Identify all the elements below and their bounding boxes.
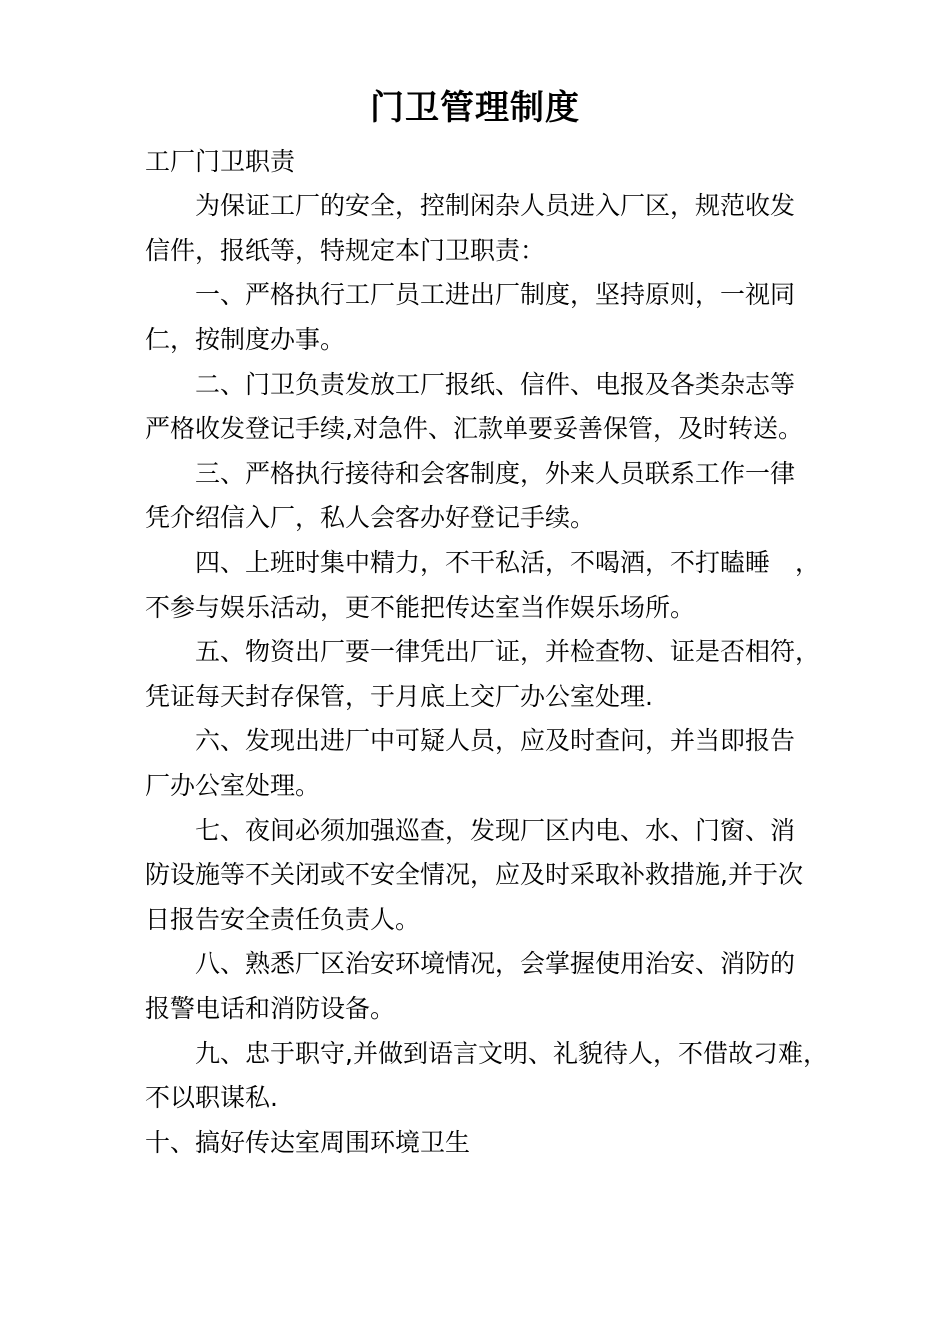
intro-line-1: 为保证工厂的安全，控制闲杂人员进入厂区，规范收发 [195,191,796,220]
item-8-line-1: 八、熟悉厂区治安环境情况，会掌握使用治安、消防的 [195,949,796,978]
item-10-line-1: 十、搞好传达室周围环境卫生 [145,1128,471,1157]
item-9-line-2: 不以职谋私. [145,1083,278,1112]
item-4-line-1: 四、上班时集中精力，不干私活，不喝酒，不打瞌睡 ， [195,548,821,577]
item-7-line-3: 日报告安全责任负责人。 [145,905,421,934]
item-4-line-2: 不参与娱乐活动，更不能把传达室当作娱乐场所。 [145,593,696,622]
item-8-line-2: 报警电话和消防设备。 [145,994,396,1023]
intro-line-2: 信件，报纸等，特规定本门卫职责： [145,236,546,265]
item-5-line-1: 五、物资出厂要一律凭出厂证，并检查物、证是否相符， [195,637,821,666]
document-title: 门卫管理制度 [370,88,580,128]
item-3-line-2: 凭介绍信入厂，私人会客办好登记手续。 [145,503,596,532]
item-2-line-1: 二、门卫负责发放工厂报纸、信件、电报及各类杂志等 [195,370,796,399]
section-heading: 工厂门卫职责 [145,147,296,176]
item-9-line-1: 九、忠于职守,并做到语言文明、礼貌待人，不借故刁难， [195,1039,828,1068]
item-2-line-2: 严格收发登记手续,对急件、汇款单要妥善保管，及时转送。 [145,414,803,443]
item-1-line-2: 仁，按制度办事。 [145,325,346,354]
item-7-line-1: 七、夜间必须加强巡查，发现厂区内电、水、门窗、消 [195,816,796,845]
item-1-line-1: 一、严格执行工厂员工进出厂制度，坚持原则，一视同 [195,280,796,309]
item-6-line-2: 厂办公室处理。 [145,771,321,800]
item-7-line-2: 防设施等不关闭或不安全情况，应及时采取补救措施,并于次 [145,860,803,889]
item-6-line-1: 六、发现出进厂中可疑人员，应及时查问，并当即报告 [195,726,796,755]
item-3-line-1: 三、严格执行接待和会客制度，外来人员联系工作一律 [195,459,796,488]
item-5-line-2: 凭证每天封存保管，于月底上交厂办公室处理. [145,682,653,711]
